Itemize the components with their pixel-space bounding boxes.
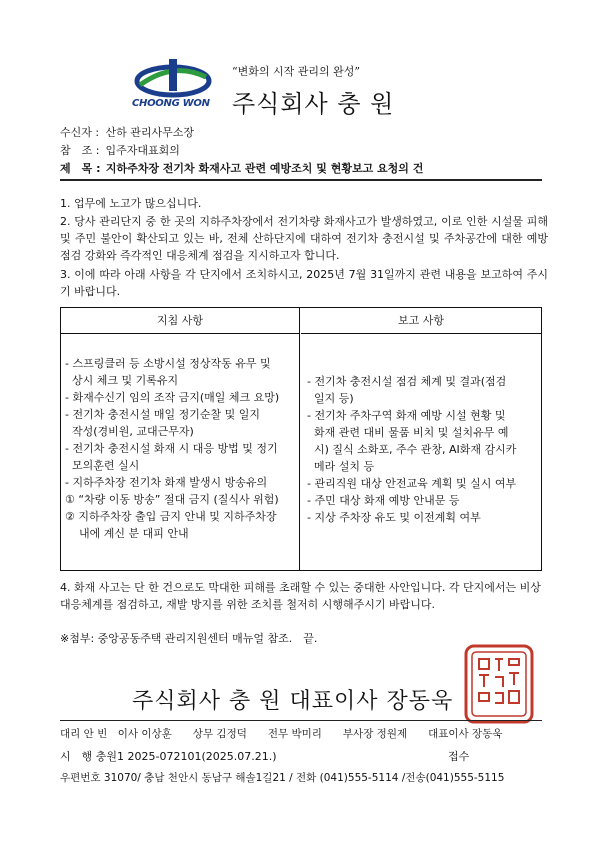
document-number: 시 행 충원1 2025-072101(2025.07.21.) <box>60 750 277 763</box>
guidance-column <box>61 308 300 570</box>
cc-key: 참 조 : <box>60 144 100 157</box>
paragraph-2: 2. 당사 관리단지 중 한 곳의 지하주차장에서 전기차량 화재사고가 발생하였고, 이로 인한 시설물 피해 및 주민 불안이 확산되고 있는 바, 전체 산하단지에 대하여 전기차 충전시설 및 주차공간에 대한 예방점검 강화와 즉각적인 대응체계 점검을 지시하고자 합니다. <box>60 215 548 262</box>
guidance-item: - 스프링클러 등 소방시설 정상작동 유무 및 <box>65 357 271 370</box>
address-line: 우편번호 31070/ 충남 천안시 동남구 해솔1길21 / 전화 (041)555-5114 /전송(041)555-5115 <box>60 772 505 784</box>
subject-key: 제 목 : <box>60 162 101 175</box>
guidance-table <box>60 307 542 571</box>
report-item: 일지 등) <box>307 392 354 405</box>
company-name: 주식회사 충 원 <box>232 90 395 118</box>
report-list <box>307 373 537 526</box>
approval-line: 대리 안 빈 이사 이상훈 상무 김정덕 전무 박미리 부사장 정원제 대표이사 장동욱 <box>60 728 503 740</box>
report-item: - 주민 대상 화재 예방 안내문 등 <box>307 494 460 507</box>
guidance-item: - 화재수신기 임의 조작 금지(매일 체크 요망) <box>65 391 280 404</box>
receiver-line <box>60 124 194 140</box>
report-header: 보고 사항 <box>301 308 541 334</box>
report-item: - 전기차 충전시설 점검 체계 및 결과(점검 <box>307 375 507 388</box>
seal-stamp-icon <box>463 643 535 725</box>
guidance-item: - 전기차 충전시설 화재 시 대응 방법 및 정기 <box>65 442 278 455</box>
signature-divider <box>60 720 542 721</box>
guidance-item: 모의훈련 실시 <box>65 459 140 472</box>
guidance-item: 내에 계신 분 대피 안내 <box>65 527 189 540</box>
receiver-value: 산하 관리사무소장 <box>105 126 195 139</box>
receipt-label: 접수 <box>448 750 470 763</box>
report-item: 화재 관련 대비 물품 비치 및 설치유무 예 <box>307 426 509 439</box>
guidance-header: 지침 사항 <box>61 308 299 334</box>
header-divider <box>60 179 542 181</box>
cc-value: 입주자대표회의 <box>105 144 180 157</box>
paragraph-3: 3. 이에 따라 아래 사항을 각 단지에서 조치하시고, 2025년 7월 31일까지 관련 내용을 보고하여 주시기 바랍니다. <box>60 268 548 298</box>
receiver-key: 수신자 : <box>60 126 100 139</box>
slogan: “변화의 시작 관리의 완성” <box>232 65 360 78</box>
report-item: - 전기차 주차구역 화재 예방 시설 현황 및 <box>307 409 506 422</box>
report-item: 시) 질식 소화포, 주수 관창, AI화재 감시카 <box>307 443 517 456</box>
company-seal <box>463 643 535 725</box>
logo-mark-icon <box>132 55 214 99</box>
subject-value: 지하주차장 전기차 화재사고 관련 예방조치 및 현황보고 요청의 건 <box>105 162 424 175</box>
report-item: 메라 설치 등 <box>307 460 375 473</box>
guidance-item: ① “차량 이동 방송” 절대 금지 (질식사 위험) <box>65 493 279 506</box>
report-item: - 관리직원 대상 안전교육 계획 및 실시 여부 <box>307 477 517 490</box>
attachment-note: ※첨부: 중앙공동주택 관리지원센터 매뉴얼 참조. 끝. <box>60 632 318 645</box>
guidance-item: ② 지하주차장 출입 금지 안내 및 지하주차장 <box>65 510 277 523</box>
report-item: - 지상 주차장 유도 및 이전계획 여부 <box>307 511 481 524</box>
guidance-item: - 전기차 충전시설 매일 정기순찰 및 일지 <box>65 408 260 421</box>
guidance-item: 작성(경비원, 교대근무자) <box>65 425 194 438</box>
cc-line <box>60 142 180 158</box>
guidance-item: 상시 체크 및 기록유지 <box>65 374 179 387</box>
paragraph-1: 1. 업무에 노고가 많으십니다. <box>60 197 202 210</box>
sender-signature: 주식회사 충 원 대표이사 장동욱 <box>132 689 454 714</box>
report-column <box>301 308 541 570</box>
logo-text: CHOONG WON <box>132 98 210 109</box>
paragraph-4: 4. 화재 사고는 단 한 건으로도 막대한 피해를 초래할 수 있는 중대한 사안입니다. 각 단지에서는 비상 대응체계를 점검하고, 재발 방지를 위한 조치를 철저히 시행해주시기 바랍니다. <box>60 581 541 611</box>
guidance-list <box>65 355 297 542</box>
guidance-item: - 지하주차장 전기차 화재 발생시 방송유의 <box>65 476 268 489</box>
subject-line <box>60 160 423 176</box>
